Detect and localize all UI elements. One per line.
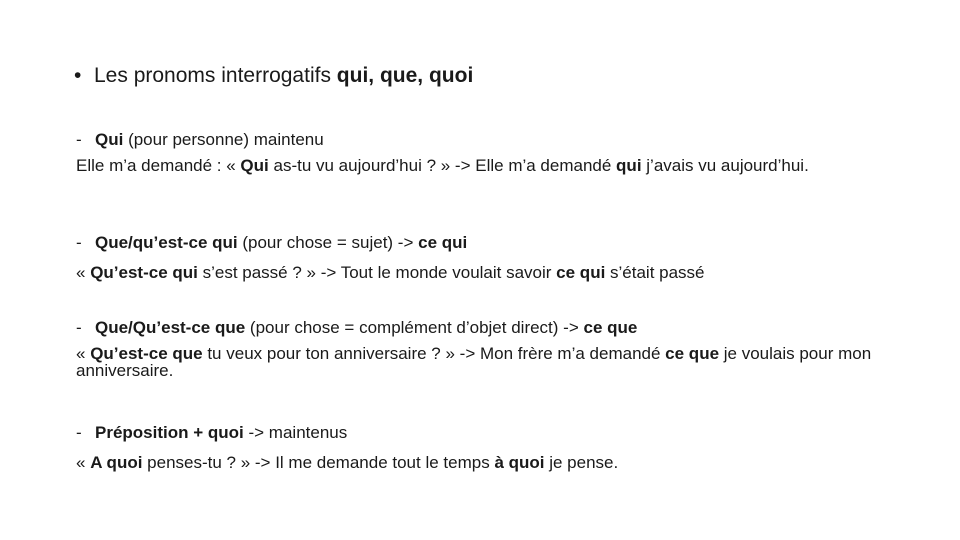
example-text: penses-tu ? » -> Il me demande tout le temps (142, 453, 495, 472)
example-bold: ce qui (556, 263, 606, 282)
section-heading (76, 129, 896, 151)
dash-marker: - (76, 318, 82, 337)
heading-text: -> maintenus (243, 423, 348, 442)
example-bold: Qu’est-ce que (90, 344, 203, 363)
section-qui (76, 129, 896, 174)
example-bold: qui (616, 156, 642, 175)
heading-text: (pour chose = complément d’objet direct) -> (245, 318, 584, 337)
heading-bold: ce qui (418, 233, 468, 252)
example-text: je voulais pour mon anniversaire. (76, 344, 872, 380)
example-text: « (76, 453, 91, 472)
heading-bold: Que/Qu’est-ce que (95, 318, 246, 337)
heading-bold: Préposition + quoi (95, 423, 244, 442)
section-heading (76, 422, 896, 444)
section-example (76, 157, 896, 174)
section-quoi (76, 422, 896, 474)
section-heading (76, 232, 896, 254)
heading-bold: Que/qu’est-ce qui (95, 233, 238, 252)
example-text: je pense. (544, 453, 619, 472)
heading-text: (pour personne) maintenu (123, 130, 324, 149)
bullet-icon: • (74, 64, 82, 87)
heading-bold: ce que (583, 318, 638, 337)
example-text: j’avais vu aujourd’hui. (641, 156, 809, 175)
example-bold: A quoi (90, 453, 143, 472)
section-heading (76, 317, 896, 339)
dash-marker: - (76, 423, 82, 442)
section-que-cod (76, 317, 896, 379)
example-text: as-tu vu aujourd’hui ? » -> Elle m’a demandé (268, 156, 617, 175)
heading-bold: Qui (95, 130, 124, 149)
slide-title (74, 62, 473, 90)
example-text: « (76, 344, 91, 363)
example-text: s’est passé ? » -> Tout le monde voulait savoir (197, 263, 557, 282)
section-que-sujet (76, 232, 896, 284)
example-text: s’était passé (605, 263, 705, 282)
example-text: Elle m’a demandé : « (76, 156, 241, 175)
example-text: « (76, 263, 91, 282)
dash-marker: - (76, 130, 82, 149)
example-bold: Qui (240, 156, 269, 175)
dash-marker: - (76, 233, 82, 252)
section-example (76, 345, 896, 379)
example-bold: Qu’est-ce qui (90, 263, 198, 282)
title-text: Les pronoms interrogatifs (94, 64, 337, 87)
title-bold-text: qui, que, quoi (336, 64, 474, 87)
section-example (76, 452, 896, 474)
example-bold: à quoi (494, 453, 545, 472)
heading-text: (pour chose = sujet) -> (237, 233, 419, 252)
section-example (76, 262, 896, 284)
example-text: tu veux pour ton anniversaire ? » -> Mon frère m’a demandé (202, 344, 666, 363)
example-bold: ce que (665, 344, 720, 363)
